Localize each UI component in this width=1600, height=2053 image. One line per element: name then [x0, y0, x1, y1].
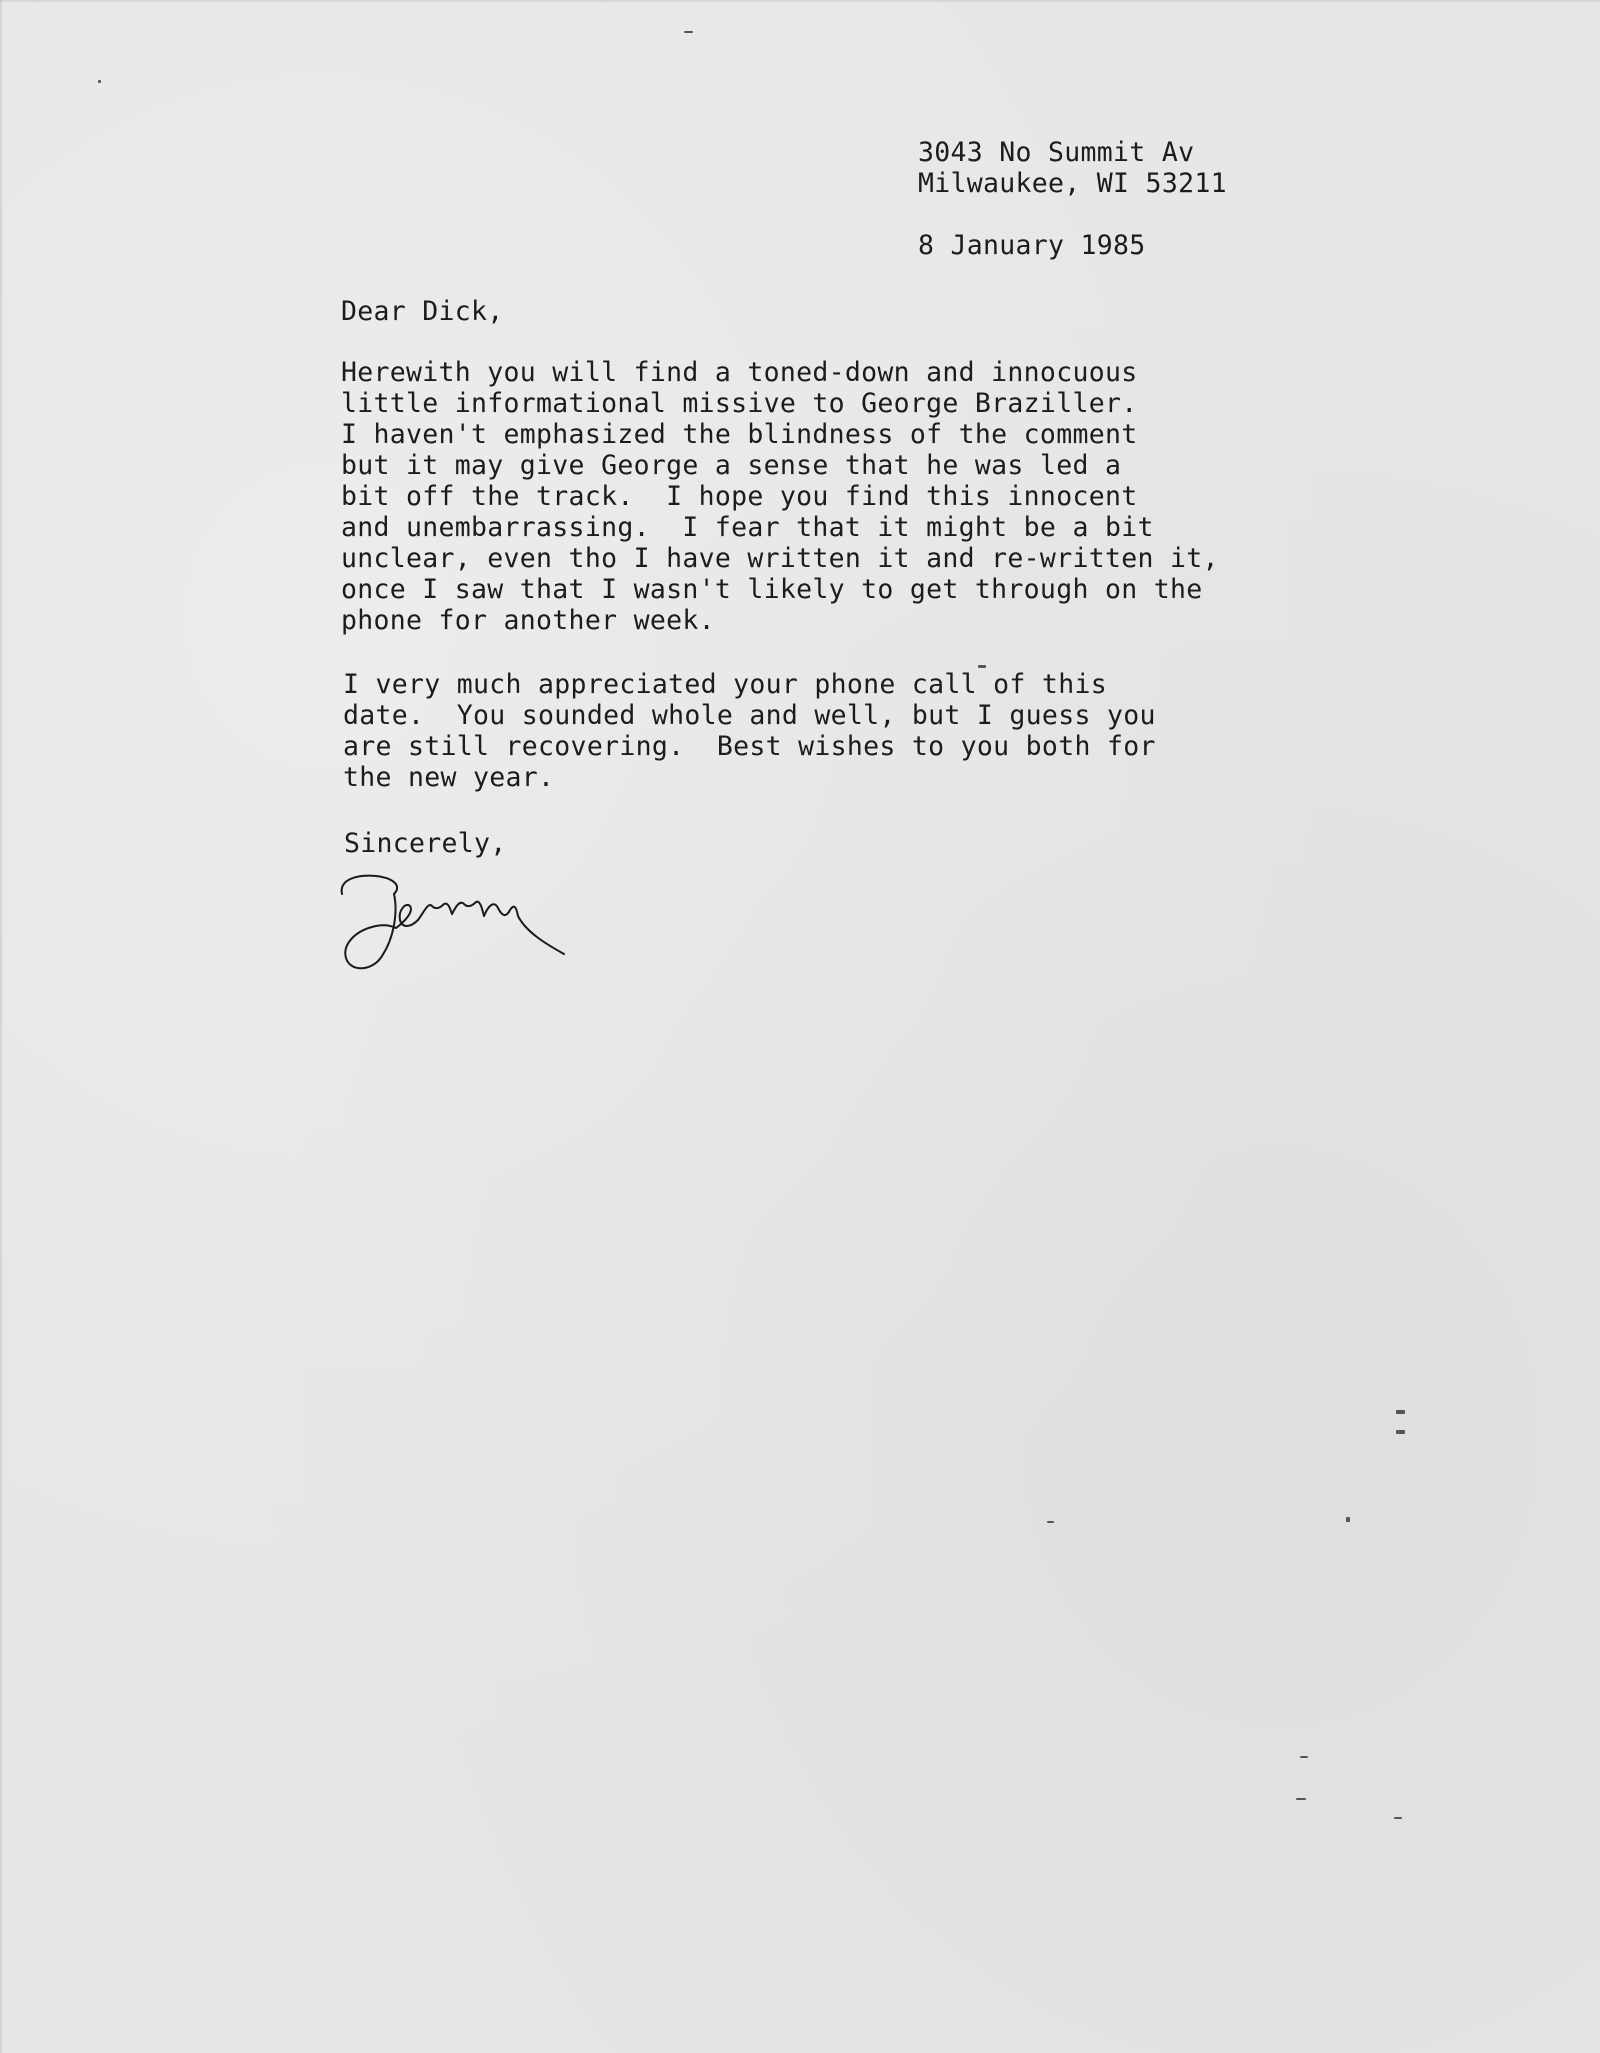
scan-speck: [1300, 1756, 1308, 1758]
paragraph-line: little informational missive to George Braziller.: [341, 388, 1138, 419]
paragraph-line: date. You sounded whole and well, but I guess you: [343, 700, 1156, 731]
paragraph-line: Herewith you will find a toned-down and innocuous: [341, 357, 1138, 388]
paragraph-line: once I saw that I wasn't likely to get through on the: [341, 574, 1203, 605]
paragraph-line: phone for another week.: [341, 605, 715, 636]
page-edge-shadow-top: [0, 0, 1600, 3]
scan-speck: [1047, 1521, 1054, 1523]
paragraph-line: are still recovering. Best wishes to you both for: [343, 731, 1156, 762]
paragraph-line: but it may give George a sense that he was led a: [341, 450, 1122, 481]
signature-image: [336, 872, 572, 974]
scan-speck: [1346, 1517, 1350, 1522]
paragraph-line: I haven't emphasized the blindness of the comment: [341, 419, 1138, 450]
scan-speck: [684, 31, 693, 33]
paragraph-line: and unembarrassing. I fear that it might be a bit: [341, 512, 1154, 543]
paragraph-line: unclear, even tho I have written it and re-written it,: [341, 543, 1219, 574]
scan-speck: [978, 665, 986, 668]
scan-speck: [1296, 1798, 1306, 1800]
paragraph-line: bit off the track. I hope you find this innocent: [341, 481, 1138, 512]
salutation: Dear Dick,: [341, 296, 504, 327]
address-line-street: 3043 No Summit Av: [918, 137, 1195, 168]
address-line-city: Milwaukee, WI 53211: [918, 168, 1227, 199]
paragraph-line: I very much appreciated your phone call of this: [343, 669, 1107, 700]
closing: Sincerely,: [344, 828, 507, 859]
scan-speck: [1396, 1410, 1405, 1414]
letter-date: 8 January 1985: [918, 230, 1146, 261]
scan-speck: [98, 80, 101, 83]
scan-speck: [1396, 1430, 1405, 1434]
scan-speck: [1394, 1817, 1402, 1819]
page-edge-shadow: [0, 0, 3, 2053]
paragraph-line: the new year.: [343, 762, 555, 793]
